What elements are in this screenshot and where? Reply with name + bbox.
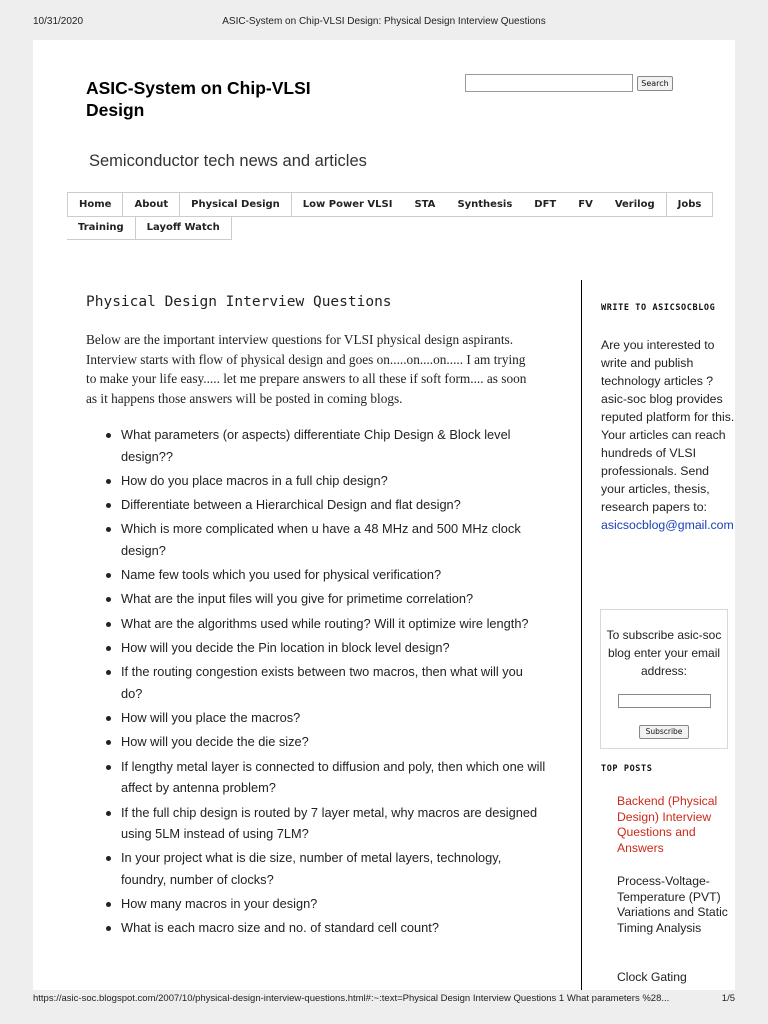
- list-item: [86, 707, 546, 729]
- question-text: Name few tools which you used for physical verification?: [121, 567, 442, 583]
- print-url: https://asic-soc.blogspot.com/2007/10/physical-design-interview-questions.html#:~:text=Physical Design Interview Questions 1 What parameters %28...: [33, 993, 670, 1004]
- print-document-title: ASIC-System on Chip-VLSI Design: Physical Design Interview Questions: [222, 16, 546, 27]
- email-link[interactable]: asicsocblog@gmail.com: [601, 518, 734, 532]
- top-posts-heading: TOP POSTS: [601, 764, 653, 774]
- question-text: How do you place macros in a full chip design?: [121, 472, 388, 488]
- list-item: [86, 731, 546, 753]
- bullet-icon: [106, 856, 111, 861]
- bullet-icon: [106, 433, 111, 438]
- bullet-icon: [106, 597, 111, 602]
- list-item: [86, 518, 546, 561]
- question-text: If the full chip design is routed by 7 layer metal, why macros are designed using 5LM instead of using 7LM?: [121, 804, 538, 842]
- list-item: [86, 588, 546, 610]
- list-item: [86, 847, 546, 890]
- list-item: [86, 661, 546, 704]
- question-text: If the routing congestion exists between two macros, then what will you do?: [121, 664, 523, 701]
- list-item: [86, 470, 546, 492]
- print-header: [0, 16, 768, 32]
- question-text: If lengthy metal layer is connected to diffusion and poly, then which one will affect by antenna problem?: [121, 758, 546, 796]
- blog-page: [33, 40, 735, 990]
- nav-row-1: [67, 192, 713, 217]
- subscribe-box: [600, 609, 728, 749]
- question-text: What are the input files will you give for primetime correlation?: [121, 591, 474, 607]
- nav-row-2: [67, 216, 232, 240]
- blog-title[interactable]: ASIC-System on Chip-VLSI Design: [86, 78, 311, 120]
- list-item: [86, 917, 546, 939]
- nav-item-layoff-watch[interactable]: Layoff Watch: [136, 216, 232, 239]
- question-text: How will you decide the die size?: [121, 734, 309, 750]
- bullet-icon: [106, 716, 111, 721]
- main-nav: [67, 192, 735, 241]
- nav-item-synthesis[interactable]: Synthesis: [457, 199, 513, 210]
- list-item: [86, 564, 546, 586]
- nav-item-physical-design[interactable]: Physical Design: [180, 193, 292, 216]
- nav-item-fv[interactable]: FV: [578, 199, 593, 210]
- question-text: How will you place the macros?: [121, 710, 301, 726]
- nav-item-home[interactable]: Home: [67, 193, 123, 216]
- question-text: Which is more complicated when u have a 48 MHz and 500 MHz clock design?: [121, 521, 521, 558]
- bullet-icon: [106, 765, 111, 770]
- nav-item-verilog[interactable]: Verilog: [604, 193, 667, 216]
- bullet-icon: [106, 622, 111, 627]
- write-to-description: Are you interested to write and publish technology articles ? asic-soc blog provides reputed platform for this. Your articles can reach hundreds of VLSI professionals. Send your articles, thesis, research papers to:: [601, 338, 735, 514]
- subscribe-button[interactable]: Subscribe: [639, 725, 689, 739]
- top-post-link[interactable]: Process-Voltage-Temperature (PVT) Variations and Static Timing Analysis: [617, 874, 728, 935]
- search-input[interactable]: [465, 74, 633, 92]
- question-text: What are the algorithms used while routing? Will it optimize wire length?: [121, 615, 529, 631]
- bullet-icon: [106, 902, 111, 907]
- post-title[interactable]: Physical Design Interview Questions: [86, 294, 392, 310]
- top-post-link[interactable]: Backend (Physical Design) Interview Questions and Answers: [617, 794, 718, 855]
- question-text: What parameters (or aspects) differentiate Chip Design & Block level design??: [121, 427, 511, 464]
- nav-item-jobs[interactable]: Jobs: [667, 193, 714, 216]
- list-item: [86, 424, 546, 467]
- bullet-icon: [106, 573, 111, 578]
- bullet-icon: [106, 670, 111, 675]
- bullet-icon: [106, 926, 111, 931]
- print-date: 10/31/2020: [33, 16, 84, 27]
- subscribe-text: To subscribe asic-soc blog enter your email address:: [606, 628, 722, 678]
- list-item: [86, 613, 546, 635]
- bullet-icon: [106, 811, 111, 816]
- nav-item-dft[interactable]: DFT: [534, 199, 557, 210]
- bullet-icon: [106, 527, 111, 532]
- sidebar-divider: [581, 280, 582, 990]
- question-text: How many macros in your design?: [121, 896, 318, 912]
- bullet-icon: [106, 503, 111, 508]
- list-item: [86, 494, 546, 516]
- post-intro: Below are the important interview questions for VLSI physical design aspirants. Interview starts with flow of physical design and goes on.....on....on..... I am trying to make your life easy..... let me prepare answers to all these if soft form.... as soon as it happens those answers will be posted in coming blogs.: [86, 332, 527, 406]
- list-item: [86, 893, 546, 915]
- list-item: [86, 756, 546, 799]
- nav-item-about[interactable]: About: [123, 193, 180, 216]
- question-list: [86, 424, 546, 942]
- question-text: What is each macro size and no. of standard cell count?: [121, 920, 439, 936]
- question-text: In your project what is die size, number of metal layers, technology, foundry, number of clocks?: [121, 850, 502, 887]
- top-post-link[interactable]: Clock Gating: [617, 970, 687, 984]
- nav-item-sta[interactable]: STA: [414, 199, 436, 210]
- print-footer: [0, 993, 768, 1009]
- page-counter: 1/5: [721, 993, 735, 1004]
- nav-item-low-power-vlsi[interactable]: Low Power VLSI: [302, 199, 393, 210]
- list-item: [86, 637, 546, 659]
- subscribe-email-input[interactable]: [618, 694, 711, 708]
- write-to-text: [601, 336, 735, 534]
- bullet-icon: [106, 740, 111, 745]
- search-button[interactable]: Search: [637, 76, 673, 91]
- bullet-icon: [106, 479, 111, 484]
- write-to-heading: WRITE TO ASICSOCBLOG: [601, 303, 716, 313]
- question-text: Differentiate between a Hierarchical Design and flat design?: [121, 497, 461, 513]
- nav-item-training[interactable]: Training: [67, 216, 136, 239]
- blog-description: Semiconductor tech news and articles: [89, 152, 367, 170]
- bullet-icon: [106, 646, 111, 651]
- list-item: [86, 802, 546, 845]
- question-text: How will you decide the Pin location in block level design?: [121, 640, 450, 656]
